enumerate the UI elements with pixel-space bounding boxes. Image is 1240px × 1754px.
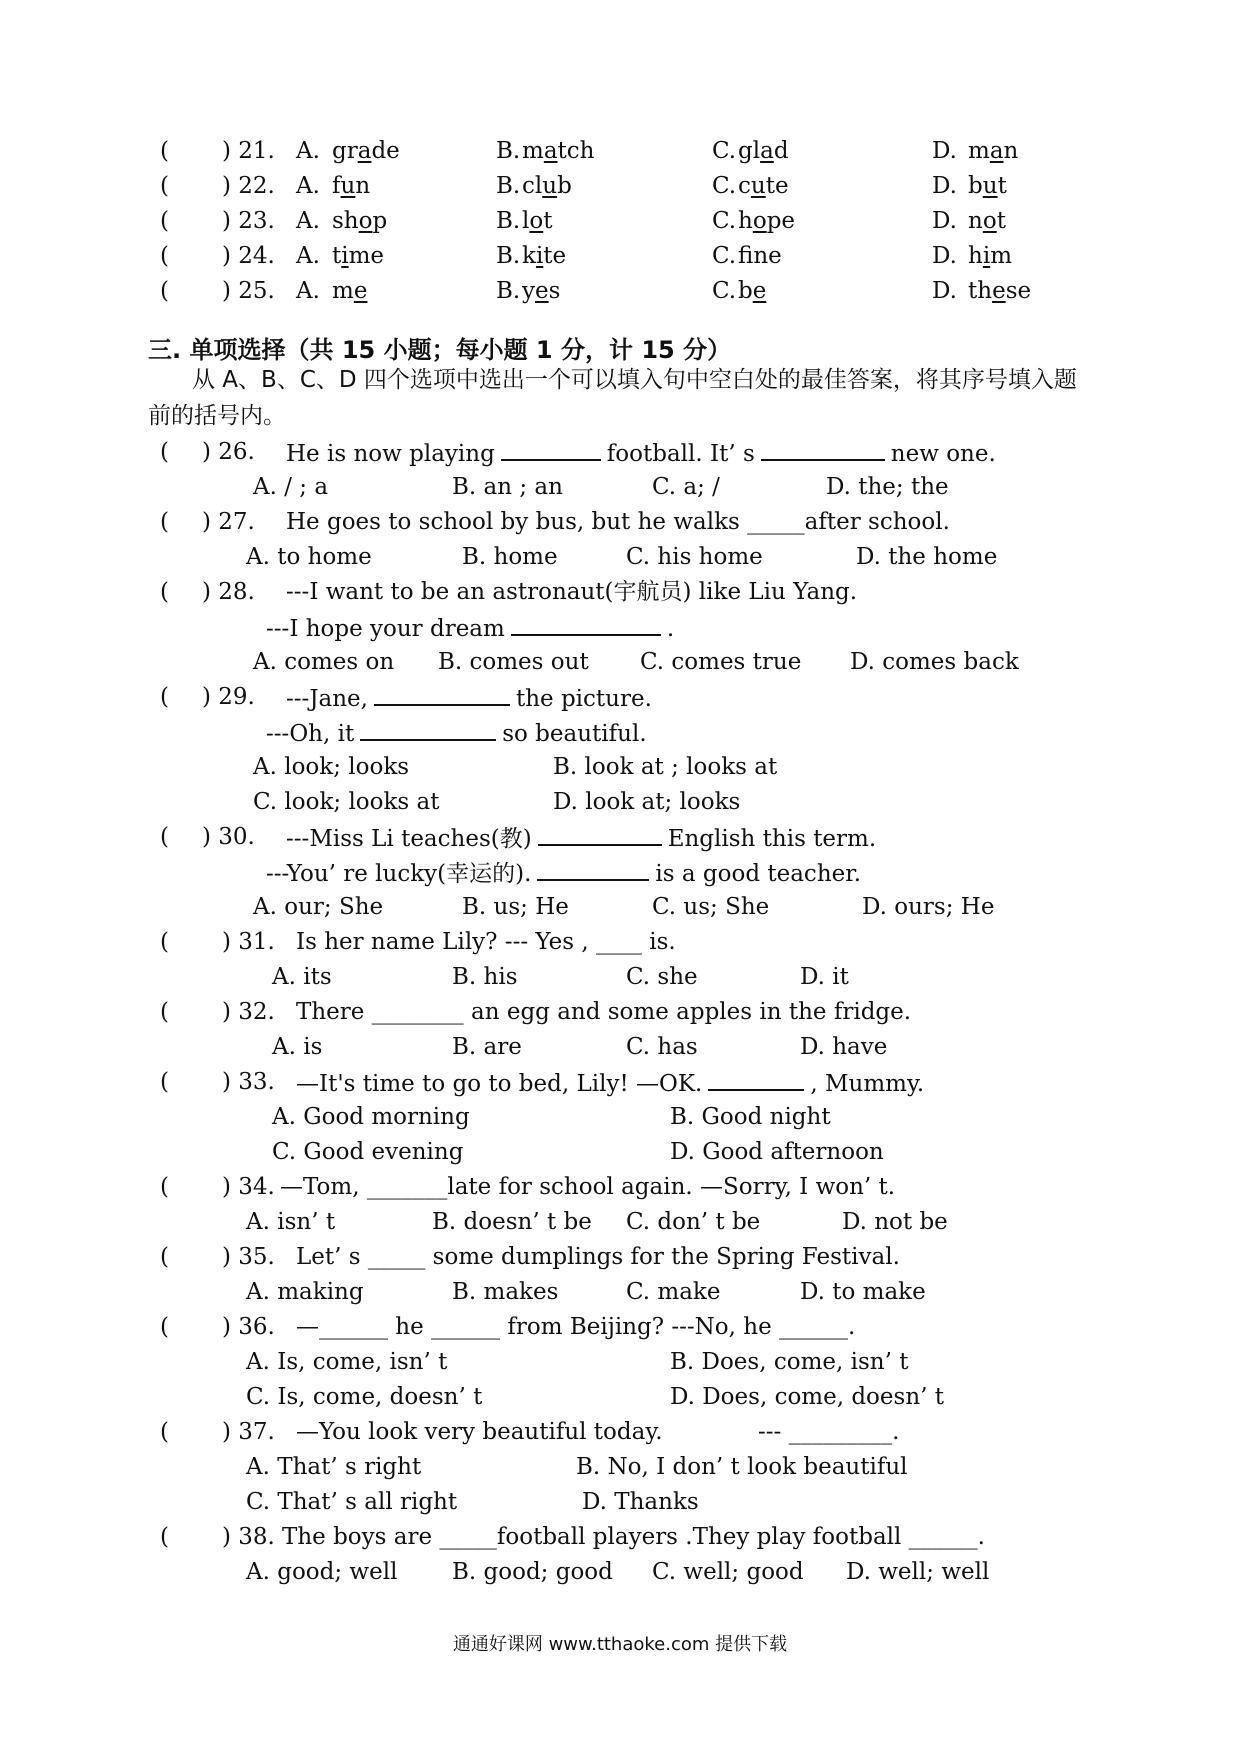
option-c[interactable]: C. a; / <box>652 474 720 500</box>
answer-paren[interactable]: ( <box>160 579 169 605</box>
question-text: Let’ s _____ some dumplings for the Spring Festival. <box>296 1244 900 1270</box>
option-a[interactable]: A. its <box>272 964 332 990</box>
answer-paren[interactable]: ( <box>160 1069 169 1095</box>
underlined-letter: u <box>340 173 356 199</box>
question-text: The boys are _____football players .They play football ______. <box>282 1524 985 1550</box>
question-text: He is now playing <box>286 441 495 467</box>
option-a-letter[interactable]: A. <box>296 208 320 234</box>
option-c[interactable]: C. don’ t be <box>626 1209 761 1235</box>
option-c[interactable]: C. comes true <box>640 649 802 675</box>
option-c[interactable]: C. has <box>626 1034 698 1060</box>
answer-paren[interactable]: ( <box>160 824 169 850</box>
option-b[interactable]: B. us; He <box>462 894 569 920</box>
question-text: so beautiful. <box>502 721 647 747</box>
option-b-letter[interactable]: B. <box>496 208 521 234</box>
option-c-letter[interactable]: C. <box>712 138 737 164</box>
underlined-letter: o <box>529 208 544 234</box>
underlined-letter: u <box>542 173 558 199</box>
question-number: ) 21. <box>222 138 275 164</box>
underlined-letter: a <box>760 138 774 164</box>
answer-paren[interactable]: ( <box>160 999 169 1025</box>
option-c-letter[interactable]: C. <box>712 173 737 199</box>
question-text: There ________ an egg and some apples in the fridge. <box>296 999 912 1025</box>
option-b[interactable]: B. his <box>452 964 518 990</box>
question-text: ---I want to be an astronaut(宇航员) like Liu Yang. <box>286 579 858 605</box>
option-a[interactable]: A. isn’ t <box>246 1209 336 1235</box>
option-a-word[interactable]: fun <box>332 173 371 199</box>
option-d-letter[interactable]: D. <box>932 208 957 234</box>
option-d[interactable]: D. well; well <box>846 1559 990 1585</box>
underlined-letter: i <box>535 243 544 269</box>
answer-paren[interactable]: ( <box>160 138 169 164</box>
option-d[interactable]: D. Thanks <box>582 1489 699 1515</box>
option-a[interactable]: A. look; looks <box>253 754 410 780</box>
option-a[interactable]: A. good; well <box>246 1559 398 1585</box>
answer-paren[interactable]: ( <box>160 1244 169 1270</box>
question-text: ---Jane, <box>286 686 368 712</box>
underlined-letter: o <box>982 208 997 234</box>
question-number: ) 24. <box>222 243 275 269</box>
answer-blank[interactable] <box>761 437 885 461</box>
option-a-letter[interactable]: A. <box>296 138 320 164</box>
section-instruction: 从 A、B、C、D 四个选项中选出一个可以填入句中空白处的最佳答案，将其序号填入题前的括号内。 <box>148 367 1077 429</box>
question-number: ) 28. <box>202 579 255 605</box>
answer-paren[interactable]: ( <box>160 509 169 535</box>
question-text: --- _________. <box>758 1419 900 1445</box>
option-c-word[interactable]: be <box>738 278 767 304</box>
option-c-word[interactable]: glad <box>738 138 789 164</box>
option-c-letter[interactable]: C. <box>712 278 737 304</box>
option-d[interactable]: D. not be <box>842 1209 948 1235</box>
question-text: —You look very beautiful today. <box>296 1419 663 1445</box>
question-number: ) 38. <box>222 1524 275 1550</box>
question-text: Is her name Lily? --- Yes , ____ is. <box>296 929 676 955</box>
option-b-word[interactable]: club <box>522 173 572 199</box>
option-a[interactable]: A. to home <box>246 544 372 570</box>
option-d-letter[interactable]: D. <box>932 278 957 304</box>
option-d-letter[interactable]: D. <box>932 138 957 164</box>
option-b[interactable]: B. an ; an <box>452 474 563 500</box>
question-number: ) 25. <box>222 278 275 304</box>
question-text: —______ he ______ from Beijing? ---No, he ______. <box>296 1314 856 1340</box>
option-a[interactable]: A. That’ s right <box>246 1454 422 1480</box>
answer-paren[interactable]: ( <box>160 208 169 234</box>
question-text: ---I hope your dream <box>266 616 505 642</box>
option-c[interactable]: C. she <box>626 964 698 990</box>
underlined-letter: u <box>982 173 998 199</box>
question-text: ---Oh, it <box>266 721 355 747</box>
question-number: ) 29. <box>202 684 255 710</box>
answer-paren[interactable]: ( <box>160 1419 169 1445</box>
option-d-word[interactable]: these <box>968 278 1032 304</box>
option-d[interactable]: D. to make <box>800 1279 926 1305</box>
option-c-letter[interactable]: C. <box>712 208 737 234</box>
answer-blank[interactable] <box>511 612 661 636</box>
option-b[interactable]: B. are <box>452 1034 522 1060</box>
question-text: ---You’ re lucky(幸运的). <box>266 861 532 887</box>
option-c[interactable]: C. make <box>626 1279 721 1305</box>
option-b-word[interactable]: lot <box>522 208 553 234</box>
question-number: ) 35. <box>222 1244 275 1270</box>
question-text: English this term. <box>667 826 877 852</box>
option-a-letter[interactable]: A. <box>296 243 320 269</box>
answer-blank[interactable] <box>708 1067 804 1091</box>
option-d[interactable]: D. the home <box>856 544 998 570</box>
underlined-letter: a <box>989 138 1004 164</box>
option-b-letter[interactable]: B. <box>496 278 521 304</box>
option-c[interactable]: C. his home <box>626 544 763 570</box>
option-d-word[interactable]: but <box>968 173 1007 199</box>
option-b[interactable]: B. doesn’ t be <box>432 1209 592 1235</box>
answer-blank[interactable] <box>360 717 496 741</box>
section-title: 三. 单项选择（共 15 小题；每小题 1 分，计 15 分） <box>148 336 732 364</box>
question-text: is a good teacher. <box>655 861 862 887</box>
underlined-letter: e <box>353 278 368 304</box>
answer-blank[interactable] <box>537 857 649 881</box>
option-c-word[interactable]: fne <box>738 243 782 269</box>
question-number: ) 37. <box>222 1419 275 1445</box>
question-text: . <box>666 616 675 642</box>
question-text: —Tom, _______late for school again. —Sorry, I won’ t. <box>280 1174 896 1200</box>
option-c[interactable]: C. well; good <box>652 1559 804 1585</box>
option-b[interactable]: B. home <box>462 544 558 570</box>
option-c[interactable]: C. us; She <box>652 894 770 920</box>
option-a-word[interactable]: grade <box>332 138 400 164</box>
question-number: ) 32. <box>222 999 275 1025</box>
option-d-letter[interactable]: D. <box>932 243 957 269</box>
option-a[interactable]: A. making <box>246 1279 364 1305</box>
option-b-word[interactable]: kite <box>522 243 567 269</box>
answer-paren[interactable]: ( <box>160 278 169 304</box>
underlined-letter: a <box>357 138 372 164</box>
option-c[interactable]: C. That’ s all right <box>246 1489 458 1515</box>
question-number: ) 36. <box>222 1314 275 1340</box>
underlined-letter: i <box>982 243 991 269</box>
question-number: ) 34. <box>222 1174 275 1200</box>
option-b[interactable]: B. good; good <box>452 1559 613 1585</box>
question-number: ) 22. <box>222 173 275 199</box>
option-d[interactable]: D. look at; looks <box>553 789 741 815</box>
option-b[interactable]: B. No, I don’ t look beautiful <box>576 1454 908 1480</box>
answer-paren[interactable]: ( <box>160 684 169 710</box>
question-number: ) 23. <box>222 208 275 234</box>
underlined-letter: o <box>358 208 373 234</box>
option-d[interactable]: D. Good afternoon <box>670 1139 884 1165</box>
answer-paren[interactable]: ( <box>160 929 169 955</box>
option-d-word[interactable]: him <box>968 243 1012 269</box>
answer-paren[interactable]: ( <box>160 1174 169 1200</box>
option-a[interactable]: A. Good morning <box>272 1104 470 1130</box>
option-d-word[interactable]: man <box>968 138 1019 164</box>
underlined-letter: i <box>341 243 349 269</box>
option-d[interactable]: D. the; the <box>826 474 949 500</box>
option-c[interactable]: C. Is, come, doesn’ t <box>246 1384 483 1410</box>
option-a-word[interactable]: shop <box>332 208 388 234</box>
question-text: , Mummy. <box>810 1071 925 1097</box>
option-a-word[interactable]: time <box>332 243 385 269</box>
question-number: ) 30. <box>202 824 255 850</box>
underlined-letter: e <box>992 278 1006 304</box>
answer-paren[interactable]: ( <box>160 173 169 199</box>
question-number: ) 27. <box>202 509 255 535</box>
answer-blank[interactable] <box>501 437 601 461</box>
option-a[interactable]: A. Is, come, isn’ t <box>246 1349 448 1375</box>
question-text: He goes to school by bus, but he walks _____after school. <box>286 509 950 535</box>
footer: 通通好课网 www.tthaoke.com 提供下载 <box>452 1634 788 1655</box>
answer-paren[interactable]: ( <box>160 1524 169 1550</box>
option-d[interactable]: D. Does, come, doesn’ t <box>670 1384 945 1410</box>
option-d[interactable]: D. ours; He <box>862 894 995 920</box>
option-c[interactable]: C. look; looks at <box>253 789 440 815</box>
option-a-letter[interactable]: A. <box>296 173 320 199</box>
option-b[interactable]: B. look at ; looks at <box>553 754 778 780</box>
option-b-word[interactable]: match <box>522 138 595 164</box>
option-a[interactable]: A. is <box>272 1034 323 1060</box>
underlined-letter: e <box>752 278 767 304</box>
option-b-letter[interactable]: B. <box>496 138 521 164</box>
option-a[interactable]: A. our; She <box>253 894 384 920</box>
option-c-word[interactable]: cute <box>738 173 789 199</box>
question-text: football. It’ s <box>606 441 755 467</box>
option-d-word[interactable]: not <box>968 208 1006 234</box>
answer-paren[interactable]: ( <box>160 1314 169 1340</box>
option-b-letter[interactable]: B. <box>496 173 521 199</box>
question-number: ) 31. <box>222 929 275 955</box>
answer-blank[interactable] <box>538 822 662 846</box>
underlined-letter: a <box>543 138 558 164</box>
answer-blank[interactable] <box>374 682 510 706</box>
option-b-word[interactable]: yes <box>522 278 561 304</box>
option-d[interactable]: D. it <box>800 964 849 990</box>
option-a[interactable]: A. / ; a <box>253 474 329 500</box>
question-text: ---Miss Li teaches(教) <box>286 826 532 852</box>
question-number: ) 33. <box>222 1069 275 1095</box>
answer-paren[interactable]: ( <box>160 243 169 269</box>
option-a-letter[interactable]: A. <box>296 278 320 304</box>
option-a[interactable]: A. comes on <box>253 649 395 675</box>
option-d-letter[interactable]: D. <box>932 173 957 199</box>
option-b[interactable]: B. makes <box>452 1279 559 1305</box>
option-c[interactable]: C. Good evening <box>272 1139 464 1165</box>
option-b-letter[interactable]: B. <box>496 243 521 269</box>
option-d[interactable]: D. comes back <box>850 649 1019 675</box>
option-b[interactable]: B. Does, come, isn’ t <box>670 1349 909 1375</box>
answer-paren[interactable]: ( <box>160 439 169 465</box>
option-c-letter[interactable]: C. <box>712 243 737 269</box>
question-number: ) 26. <box>202 439 255 465</box>
option-c-word[interactable]: hope <box>738 208 796 234</box>
option-b[interactable]: B. Good night <box>670 1104 831 1130</box>
question-text: new one. <box>890 441 996 467</box>
question-text: the picture. <box>515 686 652 712</box>
option-b[interactable]: B. comes out <box>438 649 589 675</box>
underlined-letter: u <box>750 173 766 199</box>
underlined-letter: e <box>535 278 549 304</box>
underlined-letter: o <box>752 208 767 234</box>
option-d[interactable]: D. have <box>800 1034 888 1060</box>
option-a-word[interactable]: me <box>332 278 368 304</box>
question-text: —It's time to go to bed, Lily! —OK. <box>296 1071 703 1097</box>
